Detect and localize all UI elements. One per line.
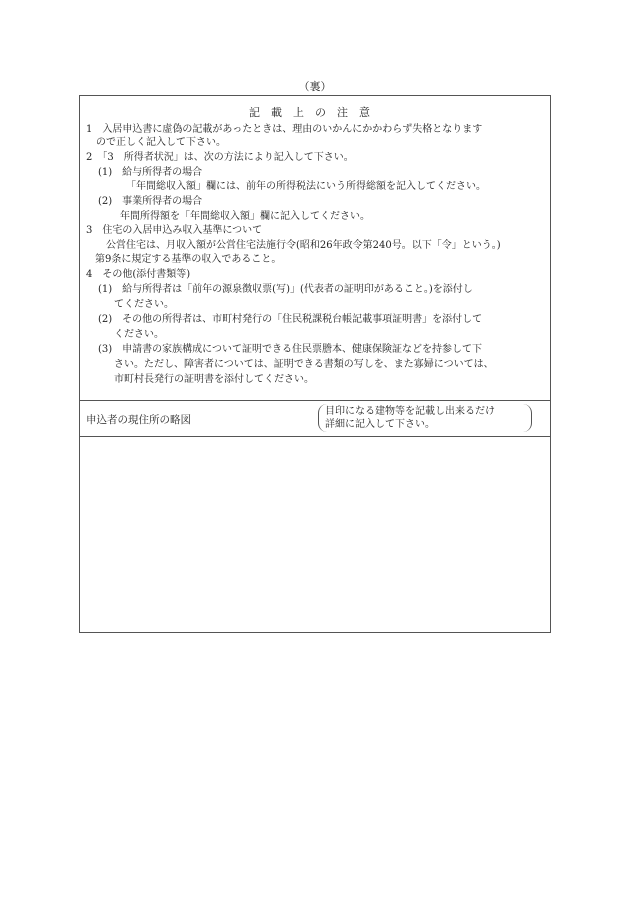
note-line: (1) 給与所得者は「前年の源泉徴収票(写)」(代表者の証明印があること。)を添付し xyxy=(98,284,473,295)
map-instruction-line: 目印になる建物等を記載し出来るだけ xyxy=(325,406,495,417)
note-line: 3 住宅の入居申込み収入基準について xyxy=(86,225,263,236)
page-side-label: （裏） xyxy=(298,80,332,93)
note-line: (2) 事業所得者の場合 xyxy=(98,196,203,207)
note-line: (1) 給与所得者の場合 xyxy=(98,167,203,178)
note-line: (3) 申請書の家族構成について証明できる住民票謄本、健康保険証などを持参して下 xyxy=(98,344,482,355)
note-line: 「年間総収入額」欄には、前年の所得税法にいう所得総額を記入してください。 xyxy=(126,181,486,192)
note-line: ので正しく記入して下さい。 xyxy=(86,137,226,148)
notes-section xyxy=(80,96,550,401)
map-instruction-note xyxy=(318,404,532,432)
map-instruction-line: 詳細に記入して下さい。 xyxy=(325,419,435,430)
note-line: 第9条に規定する基準の収入であること。 xyxy=(95,254,282,265)
note-line: ください。 xyxy=(114,329,164,340)
map-header-row xyxy=(80,400,550,437)
note-line: 2 「3 所得者状況」は、次の方法により記入して下さい。 xyxy=(86,152,354,163)
note-line: 公営住宅は、月収入額が公営住宅法施行令(昭和26年政令第240号。以下「令」という。) xyxy=(106,240,501,251)
map-drawing-area[interactable] xyxy=(80,437,550,632)
note-line: さい。ただし、障害者については、証明できる書類の写しを、また寡婦については、 xyxy=(114,359,494,370)
note-line: 1 入居申込書に虚偽の記載があったときは、理由のいかんにかかわらず失格となります xyxy=(86,124,483,135)
form-frame xyxy=(79,95,551,633)
notes-title: 記載上の注意 xyxy=(249,106,381,119)
note-line: 4 その他(添付書類等) xyxy=(86,269,191,280)
note-line: 年間所得額を「年間総収入額」欄に記入してください。 xyxy=(120,211,370,222)
note-line: 市町村長発行の証明書を添付してください。 xyxy=(114,374,314,385)
note-line: (2) その他の所得者は、市町村発行の「住民税課税台帳記載事項証明書」を添付して xyxy=(98,314,483,325)
map-section-label: 申込者の現住所の略図 xyxy=(86,414,191,426)
note-line: てください。 xyxy=(114,299,174,310)
